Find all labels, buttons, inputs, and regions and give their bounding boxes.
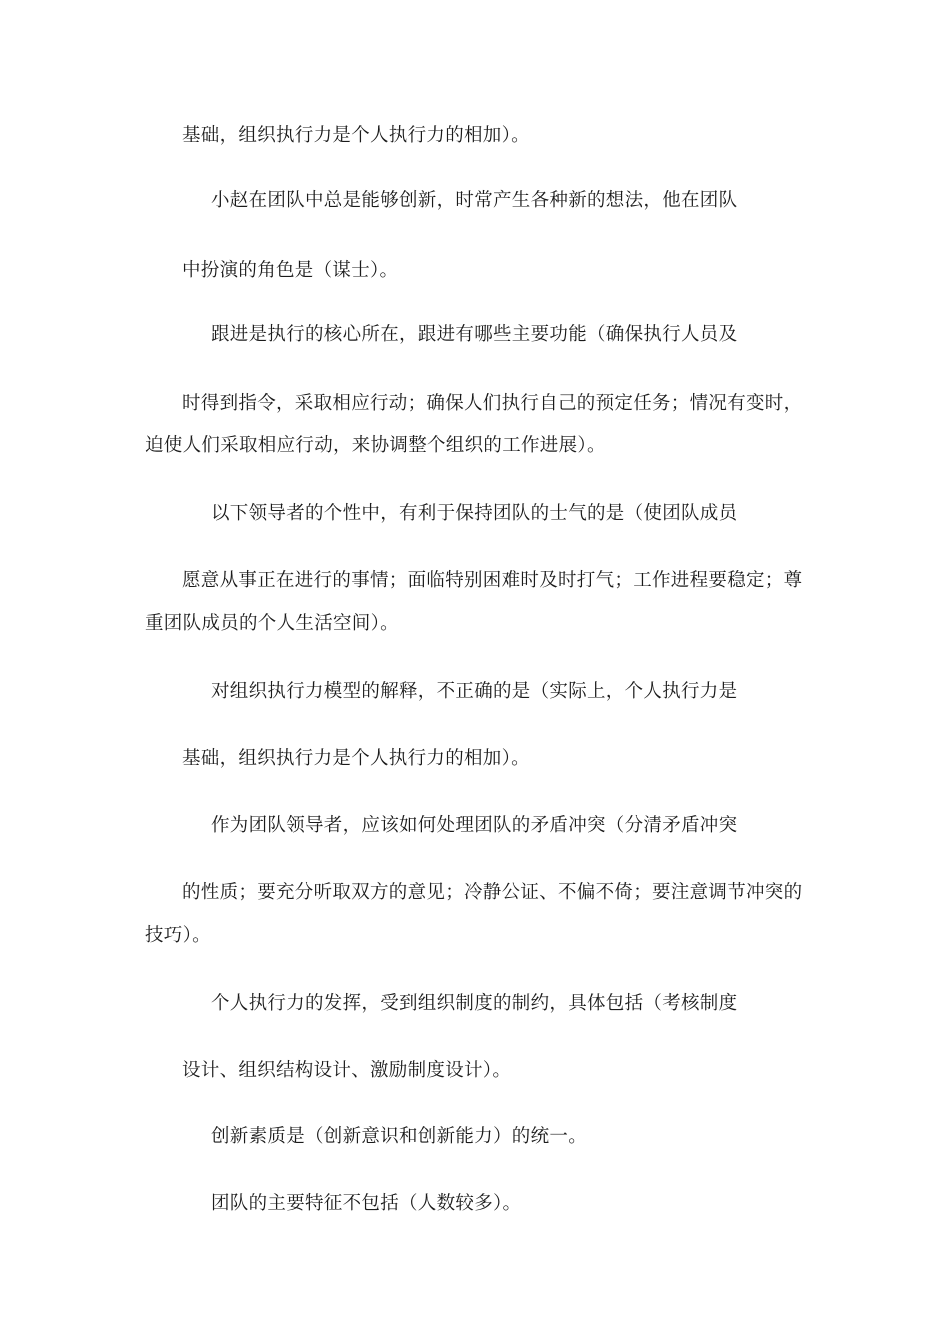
text-line: 作为团队领导者，应该如何处理团队的矛盾冲突（分清矛盾冲突 <box>211 815 738 836</box>
text-line: 时得到指令，采取相应行动；确保人们执行自己的预定任务；情况有变时， <box>182 393 803 414</box>
text-line: 以下领导者的个性中，有利于保持团队的士气的是（使团队成员 <box>211 503 738 524</box>
text-line: 的性质；要充分听取双方的意见；冷静公证、不偏不倚；要注意调节冲突的 <box>182 882 803 903</box>
text-line: 中扮演的角色是（谋士）。 <box>182 260 399 281</box>
text-line: 创新素质是（创新意识和创新能力）的统一。 <box>211 1126 588 1147</box>
text-line: 技巧）。 <box>145 925 211 946</box>
text-line: 重团队成员的个人生活空间）。 <box>145 613 399 634</box>
text-line: 设计、组织结构设计、激励制度设计）。 <box>182 1060 512 1081</box>
text-line: 跟进是执行的核心所在，跟进有哪些主要功能（确保执行人员及 <box>211 324 738 345</box>
text-line: 愿意从事正在进行的事情；面临特别困难时及时打气；工作进程要稳定；尊 <box>182 570 803 591</box>
text-line: 基础，组织执行力是个人执行力的相加）。 <box>182 125 530 146</box>
text-line: 对组织执行力模型的解释，不正确的是（实际上，个人执行力是 <box>211 681 738 702</box>
text-line: 基础，组织执行力是个人执行力的相加）。 <box>182 748 530 769</box>
text-line: 个人执行力的发挥，受到组织制度的制约，具体包括（考核制度 <box>211 993 738 1014</box>
text-line: 迫使人们采取相应行动，来协调整个组织的工作进展）。 <box>145 435 606 456</box>
text-line: 团队的主要特征不包括（人数较多）。 <box>211 1193 522 1214</box>
text-line: 小赵在团队中总是能够创新，时常产生各种新的想法，他在团队 <box>211 190 738 211</box>
